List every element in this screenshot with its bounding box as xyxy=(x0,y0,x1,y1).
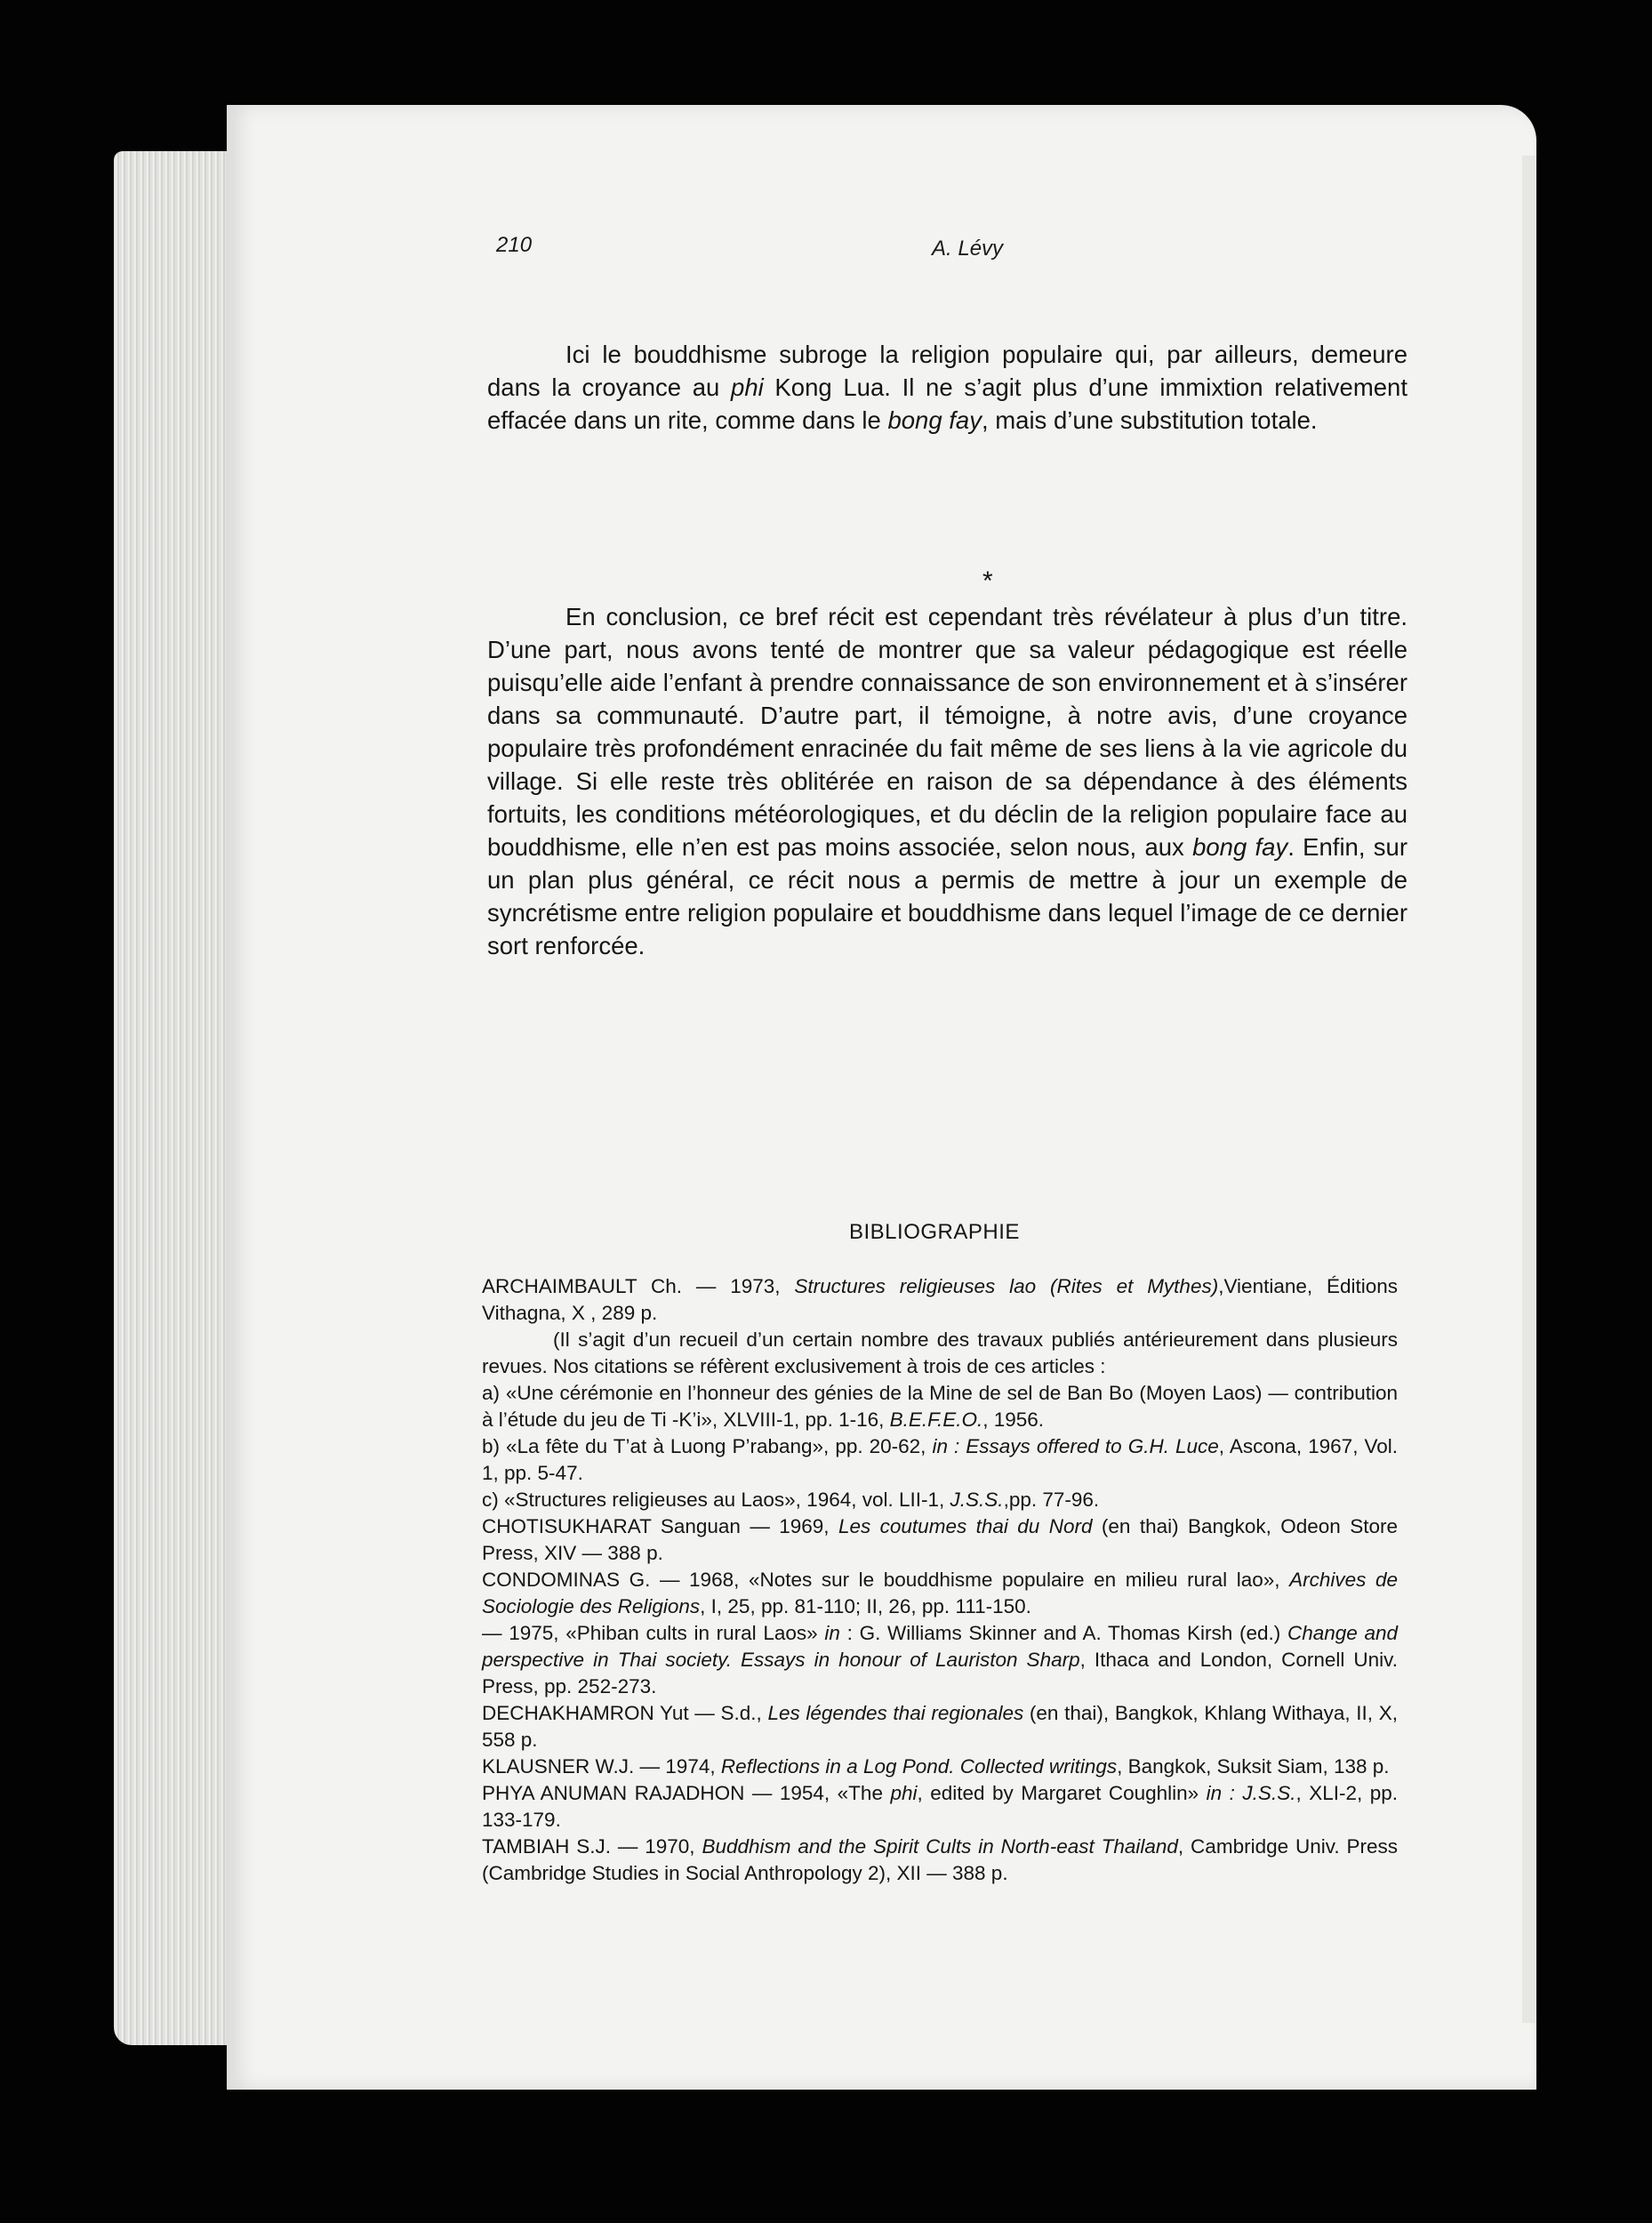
text-run: b) «La fête du T’at à Luong P’rabang», pp. 20-62, xyxy=(482,1435,933,1457)
text-run: , Ascona, 1967, Vol. 1, pp. 5-47. xyxy=(482,1435,1399,1484)
bib-entry-condominas-1975 xyxy=(482,1620,1398,1700)
bib-note-b xyxy=(482,1433,1398,1487)
text-run: , Ithaca and London, Cornell Univ. Press, pp. 252-273. xyxy=(482,1649,1399,1697)
text-run: , Bangkok, Suksit Siam, 138 p. xyxy=(1117,1755,1390,1778)
bib-entry-tambiah xyxy=(482,1834,1398,1887)
bib-note-a xyxy=(482,1380,1398,1433)
bib-entry-condominas-1968 xyxy=(482,1567,1398,1620)
text-run: ,pp. 77-96. xyxy=(1003,1489,1100,1511)
text-run: , XLI-2, pp. 133-179. xyxy=(482,1782,1399,1831)
italic-title: Archives de Sociologie des Religions xyxy=(482,1569,1398,1617)
italic-term: bong fay xyxy=(887,406,982,434)
italic-title: phi xyxy=(890,1782,918,1804)
text-run: ARCHAIMBAULT Ch. — 1973, xyxy=(482,1275,795,1297)
text-run: (en thai) Bangkok, Odeon Store Press, XIV — 388 p. xyxy=(482,1515,1398,1564)
text-run: a) «Une cérémonie en l’honneur des génies de la Mine de sel de Ban Bo (Moyen Laos) — contribution à l’étude du jeu de Ti -K’i», XLVIII-1, pp. 1-16, xyxy=(482,1382,1398,1431)
italic-term: bong fay xyxy=(1192,833,1288,861)
bib-entry-archaimbault xyxy=(482,1273,1398,1327)
text-run: En conclusion, ce bref récit est cependant très révélateur à plus d’un titre. D’une part, nous avons tenté de montrer que sa valeur pédagogique est réelle puisqu’elle aide l’enfant à prendre connaissance de son environnement et à s’insérer dans sa communauté. D’autre part, il témoigne, à notre avis, d’une croyance populaire très profondément enracinée du fait même de ses liens à la vie agricole du village. Si elle reste très oblitérée en raison de sa dépendance à des éléments fortuits, les conditions météorologiques, et du déclin de la religion populaire face au bouddhisme, elle n’en est pas moins associée, selon nous, aux xyxy=(487,603,1407,861)
italic-title: Buddhism and the Spirit Cults in North-east Thailand xyxy=(702,1835,1178,1858)
bib-note: (Il s’agit d’un recueil d’un certain nombre des travaux publiés antérieurement dans plusieurs revues. Nos citations se réfèrent exclusivement à trois de ces articles : xyxy=(482,1328,1398,1377)
text-run: , 1956. xyxy=(982,1408,1045,1431)
bibliography-list xyxy=(482,1273,1398,1887)
text-run: (en thai), Bangkok, Khlang Withaya, II, X, 558 p. xyxy=(482,1702,1399,1751)
italic-title: Les légendes thai regionales xyxy=(767,1702,1024,1724)
italic-term: phi xyxy=(731,373,764,401)
italic-title: Reflections in a Log Pond. Collected writings xyxy=(720,1755,1118,1778)
text-run: DECHAKHAMRON Yut — S.d., xyxy=(482,1702,768,1724)
bib-entry-chotisukharat xyxy=(482,1513,1398,1567)
bib-entry-klausner xyxy=(482,1754,1398,1780)
section-separator: * xyxy=(982,566,993,596)
italic-title: Les coutumes thai du Nord xyxy=(838,1515,1093,1537)
text-run: CONDOMINAS G. — 1968, «Notes sur le bouddhisme populaire en milieu rural lao», xyxy=(482,1569,1290,1591)
italic-title: J.S.S. xyxy=(950,1489,1004,1511)
running-head: A. Lévy xyxy=(932,237,1004,261)
bibliography-heading: BIBLIOGRAPHIE xyxy=(849,1220,1020,1244)
text-run: — 1975, «Phiban cults in rural Laos» xyxy=(482,1622,825,1644)
italic-title: in : J.S.S. xyxy=(1206,1782,1296,1804)
text-run: Kong Lua. Il ne s’agit plus d’une immixtion relativement effacée dans un rite, comme dans le xyxy=(487,373,1407,434)
italic-title: in xyxy=(824,1622,840,1644)
page-header xyxy=(0,233,1652,260)
paragraph-conclusion xyxy=(487,600,1407,962)
text-run: KLAUSNER W.J. — 1974, xyxy=(482,1755,721,1778)
text-run: Ici le bouddhisme subroge la religion populaire qui, par ailleurs, demeure dans la croyance au xyxy=(487,341,1407,401)
text-run: , I, 25, pp. 81-110; II, 26, pp. 111-150. xyxy=(700,1595,1031,1617)
page-number: 210 xyxy=(496,233,533,257)
italic-title: Change and perspective in Thai society. Essays in honour of Lauriston Sharp xyxy=(482,1622,1399,1671)
text-run: CHOTISUKHARAT Sanguan — 1969, xyxy=(482,1515,838,1537)
text-run: , mais d’une substitution totale. xyxy=(981,406,1318,434)
text-run: : G. Williams Skinner and A. Thomas Kirsh (ed.) xyxy=(839,1622,1287,1644)
bib-note-c xyxy=(482,1487,1398,1513)
text-run: , edited by Margaret Coughlin» xyxy=(917,1782,1207,1804)
text-run: PHYA ANUMAN RAJADHON — 1954, «The xyxy=(482,1782,891,1804)
bib-entry-phya-anuman xyxy=(482,1780,1398,1834)
italic-title: Structures religieuses lao (Rites et Mythes) xyxy=(794,1275,1219,1297)
italic-title: B.E.F.E.O. xyxy=(889,1408,983,1431)
paragraph-substitution xyxy=(487,338,1407,437)
text-run: . Enfin, sur un plan plus général, ce récit nous a permis de mettre à jour un exemple de syncrétisme entre religion populaire et bouddhisme dans lequel l’image de ce dernier sort renforcée. xyxy=(487,833,1407,959)
italic-title: in : Essays offered to G.H. Luce xyxy=(932,1435,1219,1457)
text-run: c) «Structures religieuses au Laos», 1964, vol. LII-1, xyxy=(482,1489,950,1511)
page-right-edge xyxy=(1522,156,1536,2023)
bib-entry-dechakhamron xyxy=(482,1700,1398,1754)
text-run: , Cambridge Univ. Press (Cambridge Studies in Social Anthropology 2), XII — 388 p. xyxy=(482,1835,1398,1884)
text-run: TAMBIAH S.J. — 1970, xyxy=(482,1835,702,1858)
text-run: ,Vientiane, Éditions Vithagna, X , 289 p. xyxy=(482,1275,1399,1324)
